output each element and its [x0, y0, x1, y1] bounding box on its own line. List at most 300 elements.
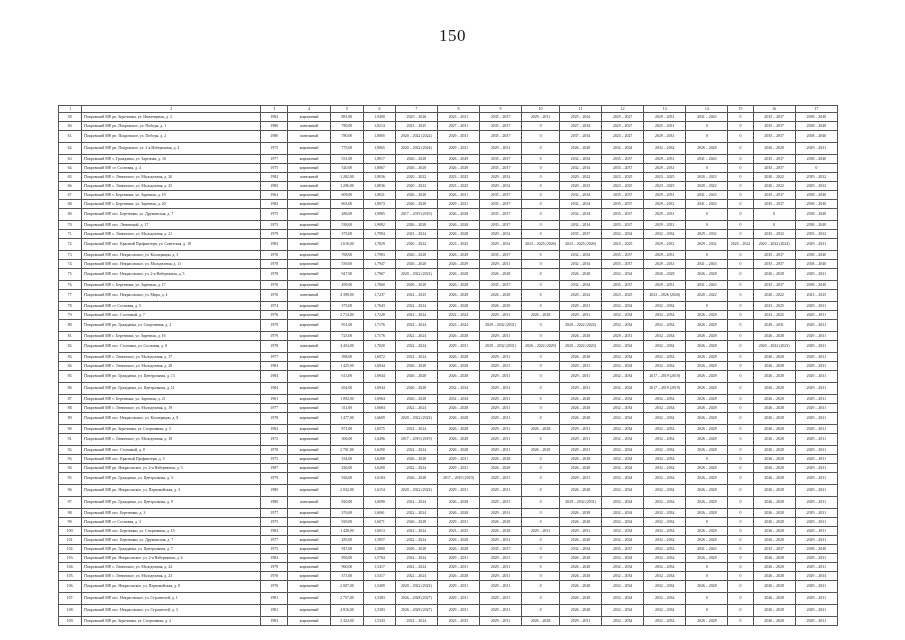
table-cell: 2 701,00 [330, 446, 364, 455]
schedule-table-container [58, 105, 838, 626]
table-cell: 2032 – 2034 [602, 518, 644, 527]
table-cell: 2032 – 2034 [644, 554, 686, 563]
table-cell: 2026 – 2028 [559, 332, 601, 341]
table-cell: 1982 [261, 425, 288, 434]
table-cell: 2029 – 2031 [644, 155, 686, 164]
table-cell: 2026 – 2028 [559, 353, 601, 362]
table-cell: 1987 [261, 464, 288, 473]
table-cell: 0 [522, 260, 560, 269]
table-cell: 2020 – 2022 [559, 173, 601, 182]
table-cell: 2 757,00 [330, 593, 364, 605]
table-cell: 1976 [261, 572, 288, 581]
table-cell: 1 282,00 [330, 173, 364, 182]
table-cell: 326,00 [330, 464, 364, 473]
table-cell: 4 454,00 [330, 341, 364, 353]
table-cell: 2041 – 2043 [686, 113, 728, 122]
table-cell: 2029 – 2031 [795, 554, 837, 563]
table-cell: 2029 – 2031 [795, 536, 837, 545]
table-cell: 2032 – 2034 [602, 509, 644, 518]
table-cell: 1,9892 [364, 221, 396, 230]
table-cell: 2023 – 2024 [437, 320, 479, 332]
table-cell: 2032 – 2034 [559, 191, 601, 200]
table-cell: 2026 – 2028 [686, 371, 728, 383]
table-cell: 1980 [261, 485, 288, 497]
table-cell: 2023 – 2025 [753, 311, 795, 320]
table-cell: 2022 – 2024 [395, 446, 437, 455]
table-cell: 2032 – 2034 [602, 617, 644, 626]
table-cell: Покровский МР, пос. Некрасовское, ул. Строителей, д. 3 [82, 605, 261, 617]
table-cell: 0 [753, 221, 795, 230]
table-cell: 2035 – 2037 [480, 221, 522, 230]
table-cell: 86. [59, 383, 82, 395]
table-cell: 2029 – 2031 [480, 260, 522, 269]
table-cell: 2038 – 2040 [795, 200, 837, 209]
table-cell: кирпичный [288, 404, 330, 413]
table-cell: 1978 [261, 269, 288, 281]
table-cell: 1,6944 [364, 371, 396, 383]
table-cell: 0 [522, 536, 560, 545]
table-cell: 87. [59, 395, 82, 404]
table-cell: 0 [728, 593, 753, 605]
table-cell: 1982 [261, 173, 288, 182]
table-row [59, 473, 838, 485]
table-cell: 2022 – 2024 [395, 353, 437, 362]
table-cell: 2035 – 2037 [602, 251, 644, 260]
table-cell: 1984 [261, 527, 288, 536]
table-cell: 2029 – 2031 [795, 485, 837, 497]
table-cell: 2026 – 2028 [522, 446, 560, 455]
table-cell: 2022 – 2024 [395, 320, 437, 332]
table-cell: 2026 – 2028 [753, 395, 795, 404]
table-cell: 90. [59, 425, 82, 434]
page-number: 150 [439, 26, 466, 45]
table-cell: 2029 – 2031 [437, 455, 479, 464]
table-cell: 2026 – 2028 [559, 404, 601, 413]
table-cell: 2026 – 2028 [559, 593, 601, 605]
table-cell: 2026 – 2028 [753, 269, 795, 281]
table-cell: 2023 – 2025 [437, 617, 479, 626]
table-cell: 2032 – 2034 [644, 230, 686, 239]
table-cell: 2026 – 2028 [686, 527, 728, 536]
table-cell: панельный [288, 290, 330, 302]
table-cell: 1 296,00 [330, 182, 364, 191]
table-cell: 2029 – 2032 [480, 173, 522, 182]
table-cell: 2029 – 2032 [480, 182, 522, 191]
table-cell: кирпичный [288, 143, 330, 155]
table-cell: 2026 – 2028 [395, 251, 437, 260]
table-cell: 2029 – 2032 [480, 239, 522, 251]
table-cell: 2032 – 2034 [559, 164, 601, 173]
table-cell: 881,00 [330, 113, 364, 122]
table-cell: 2029 – 2032 (2031) [559, 497, 601, 509]
table-cell: 2029 – 2031 [795, 341, 837, 353]
table-cell: 2035 – 2037 [753, 200, 795, 209]
table-cell: 2029 – 2031 [480, 353, 522, 362]
table-cell: 2022 – 2024 [395, 497, 437, 509]
table-cell: 2029 – 2031 [480, 362, 522, 371]
table-cell: 0 [686, 518, 728, 527]
table-cell: 2026 – 2028 [686, 413, 728, 425]
table-cell: 2020 – 2022 (2022) [395, 581, 437, 593]
table-cell: 1,7994 [364, 230, 396, 239]
table-row [59, 371, 838, 383]
table-cell: кирпичный [288, 353, 330, 362]
table-cell: 4 816,00 [330, 605, 364, 617]
table-cell: 2029 – 2032 (2031) [480, 320, 522, 332]
table-cell: 0 [728, 434, 753, 446]
table-cell: 0 [728, 131, 753, 143]
table-cell: 2032 – 2034 [602, 404, 644, 413]
table-cell: 2035 – 2037 [602, 209, 644, 221]
table-cell: 780,00 [330, 122, 364, 131]
table-cell: 2029 – 2031 [644, 281, 686, 290]
table-cell: 1975 [261, 143, 288, 155]
table-cell: 1,8067 [364, 164, 396, 173]
table-cell: Покровский МР, пос. Березники, ул. Спортивная, д. 15 [82, 527, 261, 536]
table-cell: 1975 [261, 221, 288, 230]
table-cell: 1,5857 [364, 536, 396, 545]
table-cell: 0 [522, 485, 560, 497]
table-cell: Покровский МР, ст. Сосновая, д. 5 [82, 302, 261, 311]
table-cell: 0 [686, 572, 728, 581]
table-cell: Покровский МР, рп. Некрасовское, ул. Первомайская, д. 8 [82, 581, 261, 593]
table-cell: 77. [59, 290, 82, 302]
table-cell: 93. [59, 455, 82, 464]
table-cell: 2032 – 2034 [602, 593, 644, 605]
table-row [59, 509, 838, 518]
table-cell: 2026 – 2029 [480, 302, 522, 311]
table-cell: 0 [795, 164, 837, 173]
table-cell: 0 [753, 209, 795, 221]
table-cell: 2026 – 2028 [686, 269, 728, 281]
table-cell: 1,6575 [364, 425, 396, 434]
table-row [59, 485, 838, 497]
table-cell: 0 [522, 164, 560, 173]
table-cell: 0 [728, 371, 753, 383]
table-cell: 1,6944 [364, 383, 396, 395]
table-cell: 1973 [261, 434, 288, 446]
table-cell: 1980 [261, 497, 288, 509]
table-cell: 2029 – 2031 [480, 434, 522, 446]
table-cell: 73. [59, 251, 82, 260]
table-cell: 1980 [261, 122, 288, 131]
table-cell: Покровский МР, ст. Сосновая, д. 4 [82, 164, 261, 173]
table-cell: 2020 – 2022 [559, 290, 601, 302]
table-cell: 2035 – 2037 [753, 155, 795, 164]
table-cell: 2032 – 2034 [644, 593, 686, 605]
table-cell: 2026 – 2028 [686, 434, 728, 446]
table-cell: 2029 – 2031 [795, 593, 837, 605]
table-cell: панельный [288, 341, 330, 353]
table-cell: 1 477,00 [330, 413, 364, 425]
table-cell: 2026 – 2028 [395, 473, 437, 485]
table-cell: 2026 – 2028 [753, 563, 795, 572]
table-cell: 2026 – 2028 [437, 251, 479, 260]
header-row [59, 106, 838, 113]
table-cell: 2032 – 2034 [602, 455, 644, 464]
table-cell: 1,6972 [364, 353, 396, 362]
table-cell: 2032 – 2034 [602, 497, 644, 509]
table-cell: 1984 [261, 371, 288, 383]
table-cell: 0 [728, 518, 753, 527]
table-cell: 0 [686, 302, 728, 311]
table-cell: 0 [728, 446, 753, 455]
table-cell: 2029 – 2031 [644, 209, 686, 221]
table-cell: 1,7829 [364, 239, 396, 251]
table-cell: 0 [728, 155, 753, 164]
table-cell: 2032 – 2034 [602, 311, 644, 320]
table-cell: 1977 [261, 353, 288, 362]
table-cell: 67. [59, 191, 82, 200]
column-header: 2 [82, 106, 261, 113]
table-cell: 0 [728, 536, 753, 545]
table-cell: 2026 – 2028 [753, 332, 795, 341]
table-cell: 0 [728, 302, 753, 311]
table-cell: 2035 – 2037 [753, 281, 795, 290]
table-cell: 2029 – 2032 [480, 230, 522, 239]
table-cell: 2029 – 2031 [753, 320, 795, 332]
table-cell: 2035 – 2037 [602, 545, 644, 554]
table-cell: 2026 – 2028 [753, 581, 795, 593]
table-cell: 2020 – 2022 [686, 182, 728, 191]
table-cell: 1,6964 [364, 395, 396, 404]
table-cell: 100. [59, 527, 82, 536]
table-cell: 1979 [261, 320, 288, 332]
table-cell: 1983 [261, 239, 288, 251]
table-cell: 76. [59, 281, 82, 290]
table-cell: кирпичный [288, 191, 330, 200]
table-cell: 2026 – 2028 [753, 353, 795, 362]
table-cell: 2032 – 2034 [437, 383, 479, 395]
table-cell: 2026 – 2028 [686, 446, 728, 455]
table-cell: 2023 – 2025 [602, 173, 644, 182]
table-cell: 2029 – 2031 [437, 581, 479, 593]
table-cell: 62. [59, 143, 82, 155]
table-cell: Покровский МР, пос. Березники, ул. Дружинская, д. 7 [82, 536, 261, 545]
table-cell: 2035 – 2037 [753, 545, 795, 554]
table-cell: кирпичный [288, 605, 330, 617]
table-cell: 2035 – 2037 [753, 260, 795, 269]
table-cell: 1,7983 [364, 251, 396, 260]
table-cell: 2020 – 2023 [686, 173, 728, 182]
table-cell: кирпичный [288, 230, 330, 239]
table-cell: 2026 – 2028 [753, 497, 795, 509]
table-cell: 2041 – 2043 [686, 260, 728, 269]
table-cell: 0 [522, 320, 560, 332]
table-cell: 2029 – 2031 [644, 260, 686, 269]
table-cell: 2029 – 2031 [480, 617, 522, 626]
table-cell: 74. [59, 260, 82, 269]
table-cell: 2023 – 2025 [644, 182, 686, 191]
table-cell: 0 [728, 605, 753, 617]
table-cell: 1982 [261, 113, 288, 122]
table-cell: Покровский МР, с. Ленинское, ул. Молодежная, д. 23 [82, 572, 261, 581]
table-cell: 2035 – 2037 [480, 191, 522, 200]
table-cell: 94. [59, 464, 82, 473]
table-row [59, 239, 838, 251]
table-row [59, 260, 838, 269]
table-cell: Покровский МР, с. Гражданка, ул. Заречная, д. 16 [82, 155, 261, 164]
table-cell: 2035 – 2037 [480, 155, 522, 164]
table-cell: 2026 – 2028 [753, 485, 795, 497]
table-cell: 2029 – 2031 [437, 593, 479, 605]
table-cell: 0 [522, 455, 560, 464]
table-cell: 0 [522, 173, 560, 182]
table-cell: 947,00 [330, 545, 364, 554]
table-cell: 2020 – 2022 (2023) [753, 341, 795, 353]
table-cell: 1,8065 [364, 131, 396, 143]
table-cell: 486,00 [330, 209, 364, 221]
table-cell: 2032 – 2034 [559, 260, 601, 269]
table-cell: 2032 – 2034 [559, 209, 601, 221]
table-cell: 2029 – 2031 [795, 509, 837, 518]
table-cell: 0 [522, 545, 560, 554]
table-cell: 2029 – 2031 [559, 425, 601, 434]
column-header: 5 [330, 106, 364, 113]
table-cell: кирпичный [288, 395, 330, 404]
table-cell: 2020 – 2022 (2024) [395, 143, 437, 155]
table-cell: 2026 – 2028 [753, 425, 795, 434]
table-cell: 0 [728, 269, 753, 281]
table-cell: кирпичный [288, 383, 330, 395]
table-cell: 0 [522, 434, 560, 446]
table-cell: 2032 – 2034 [644, 518, 686, 527]
table-cell: 2029 – 2031 [437, 563, 479, 572]
table-cell: 2026 – 2028 [437, 497, 479, 509]
table-cell: 75. [59, 269, 82, 281]
table-cell: 2026 – 2028 [395, 221, 437, 230]
table-cell: 334,00 [330, 455, 364, 464]
table-cell: 0 [728, 113, 753, 122]
table-cell: 2035 – 2037 [480, 164, 522, 173]
table-cell: 1975 [261, 545, 288, 554]
table-cell: 2017 – 2019 (2019) [644, 383, 686, 395]
table-cell: 2020 – 2022 (2022) [395, 131, 437, 143]
table-cell: 947,00 [330, 269, 364, 281]
table-cell: 2029 – 2031 [795, 455, 837, 464]
table-cell: 2020 – 2022 (2022) [395, 413, 437, 425]
table-cell: 2023 – 2025 [795, 290, 837, 302]
table-cell: 2020 – 2022 (2024) [753, 239, 795, 251]
table-cell: 0 [728, 581, 753, 593]
table-row [59, 617, 838, 626]
table-cell: 2026 – 2028 [437, 332, 479, 341]
table-cell: 0 [522, 122, 560, 131]
table-cell: 2027 – 2034 [559, 122, 601, 131]
table-cell: 0 [728, 362, 753, 371]
table-cell: 2026 – 2028 [753, 413, 795, 425]
table-cell: 2029 – 2031 [480, 572, 522, 581]
table-cell: 1,5800 [364, 545, 396, 554]
table-cell: 2022 – 2024 [395, 425, 437, 434]
table-cell: 2026 – 2028 [437, 371, 479, 383]
table-cell: 609,00 [330, 191, 364, 200]
table-cell: 0 [728, 404, 753, 413]
table-cell: 2026 – 2028 [559, 455, 601, 464]
table-cell: 107. [59, 593, 82, 605]
table-cell: 2032 – 2034 [559, 545, 601, 554]
table-cell: 375,00 [330, 230, 364, 239]
table-cell: 2026 – 2028 [480, 518, 522, 527]
table-cell: 2029 – 2031 [480, 332, 522, 341]
table-cell: 0 [728, 311, 753, 320]
table-cell: 2029 – 2031 [795, 425, 837, 434]
table-cell: 2026 – 2028 [686, 383, 728, 395]
table-cell: 2035 – 2037 [602, 260, 644, 269]
table-cell: панельный [288, 173, 330, 182]
table-cell: Покровский МР, пос. Некрасовское, ул. Молодежная, д. 11 [82, 260, 261, 269]
table-cell: 2026 – 2028 [559, 395, 601, 404]
table-row [59, 446, 838, 455]
table-cell: 1,5417 [364, 572, 396, 581]
table-cell: 2029 – 2031 [480, 143, 522, 155]
table-cell: 2029 – 2031 [480, 497, 522, 509]
table-cell: Покровский МР, пос. Ленинский, д. 17 [82, 221, 261, 230]
table-cell: 2023 – 2025 (2026) [522, 239, 560, 251]
table-cell: Покровский МР, с. Ленинское, ул. Молодежная, д. 25 [82, 182, 261, 191]
table-cell: 69. [59, 209, 82, 221]
table-cell: 1,6288 [364, 455, 396, 464]
table-cell: 0 [728, 509, 753, 518]
table-row [59, 455, 838, 464]
table-cell: 2032 – 2034 [644, 473, 686, 485]
table-cell: 2029 – 2031 [795, 563, 837, 572]
table-cell: 0 [522, 371, 560, 383]
table-row [59, 395, 838, 404]
table-cell: 0 [522, 200, 560, 209]
table-cell: 2032 – 2034 [644, 425, 686, 434]
table-cell: 856,00 [330, 554, 364, 563]
table-cell: 1,6071 [364, 518, 396, 527]
table-cell: 2035 – 2037 [753, 251, 795, 260]
table-cell: 2029 – 2032 [686, 239, 728, 251]
table-cell: 2023 – 2025 [437, 239, 479, 251]
table-cell: Покровский МР, пос. Красный Профинтерн, ул. Советская, д. 18 [82, 239, 261, 251]
table-cell: 2029 – 2031 [795, 320, 837, 332]
table-cell: 2038 – 2040 [795, 113, 837, 122]
table-cell: 2026 – 2028 [395, 362, 437, 371]
table-cell: 2026 – 2028 [753, 617, 795, 626]
table-cell: 2026 – 2028 [559, 563, 601, 572]
table-cell: 2020 – 2022 [686, 290, 728, 302]
table-cell: 2026 – 2028 [753, 554, 795, 563]
table-row [59, 383, 838, 395]
table-cell: 2026 – 2028 [559, 536, 601, 545]
table-cell: Покровский МР, пос. Березники, д. 3 [82, 509, 261, 518]
table-cell: 2026 – 2028 [395, 164, 437, 173]
table-cell: Покровский МР, пос. Некрасовское, ул. Кооперации, д. 8 [82, 413, 261, 425]
table-cell: кирпичный [288, 527, 330, 536]
table-cell: 2 424,00 [330, 617, 364, 626]
table-cell: Покровский МР, пос. Сосновка, ул. Сосновая, д. 8 [82, 341, 261, 353]
table-cell: 2032 – 2034 [644, 485, 686, 497]
table-cell: 2025 – 2027 [602, 131, 644, 143]
table-cell: 2032 – 2034 [644, 605, 686, 617]
table-cell: 1976 [261, 281, 288, 290]
table-cell: 2032 – 2034 [644, 143, 686, 155]
table-cell: 1976 [261, 311, 288, 320]
table-cell: 2029 – 2031 [437, 131, 479, 143]
table-row [59, 155, 838, 164]
table-row [59, 518, 838, 527]
column-header: 16 [753, 106, 795, 113]
table-cell: Покровский МР, с. Ленинское, ул. Молодежная, д. 21 [82, 230, 261, 239]
table-cell: 60. [59, 122, 82, 131]
table-cell: 0 [522, 131, 560, 143]
table-row [59, 563, 838, 572]
table-cell: 2026 – 2028 [753, 572, 795, 581]
table-cell: 2035 – 2032 [753, 230, 795, 239]
